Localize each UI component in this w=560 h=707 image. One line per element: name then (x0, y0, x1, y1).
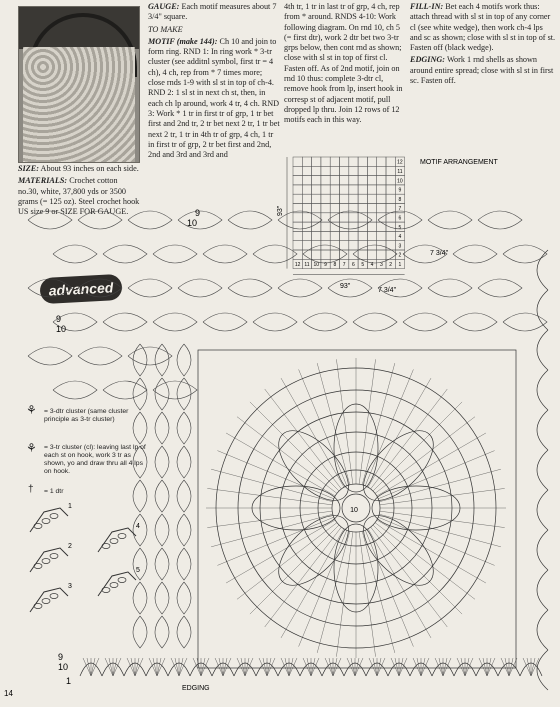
edging-label: EDGING: (410, 55, 446, 65)
center-label: 10 (350, 507, 358, 514)
grid-side-number: 7 (398, 206, 402, 213)
grid-bottom-number: 12 (294, 261, 301, 268)
grid-side-number: 4 (398, 234, 402, 241)
grid-side-number: 9 (398, 187, 402, 194)
step-loop (50, 594, 58, 599)
dimension-width: 93" (340, 283, 351, 290)
motif-text: Ch 10 and join to form ring. RND 1: In ring work * 3-tr cluster (see additnl symbol, first tr = 4 ch), 4 ch, rep from * 7 times more; close rnds 1-9 with sl st in top of ch-4. RND 2: 1 sl st in next ch st, then, in each ch lp around, work 4 tr, 4 ch. RND 3: Work * 1 tr in first tr of grp, 1 tr bet first and 2nd tr, 2 tr bet next 2 tr, 1 tr bet next 2 tr, 1 tr in 4th tr of grp, 4 ch, 1 tr in first tr of grp, 2 tr bet first and 2nd, 2nd and 3rd and 3rd and (148, 36, 280, 160)
grid-bottom-number: 7 (342, 261, 346, 268)
fillin-text: Bet each 4 motifs work thus: attach thread with sl st in top of any corner cl (see white wedge), then work ch-4 lps and sc as shown; close with sl st in top of st. Fasten off (black wedge). (410, 2, 556, 53)
grid-bottom-number: 8 (333, 261, 337, 268)
step-loop (102, 544, 110, 549)
step-loop (118, 578, 126, 583)
dtr-text: = 1 dtr (44, 488, 64, 495)
step-loop (42, 559, 50, 564)
edging-label: EDGING (182, 685, 210, 692)
grid-side-number: 12 (397, 159, 403, 166)
step-loop (110, 539, 118, 544)
dtr-cluster-icon: ⚘ (26, 403, 37, 417)
step-loop (118, 534, 126, 539)
step-loop (34, 604, 42, 609)
motif-label: MOTIF (make 144): (148, 36, 218, 46)
grid-side-number: 8 (398, 196, 402, 203)
dimension-height: 93" (277, 205, 284, 216)
grid-side-number: 10 (397, 178, 403, 185)
grid-bottom-number: 4 (370, 261, 374, 268)
step-loop (34, 564, 42, 569)
dtr-cluster-text: = 3-dtr cluster (same cluster principle as 3-tr cluster) (44, 408, 129, 423)
step-number: 5 (136, 567, 140, 574)
badge-label: advanced (48, 279, 114, 299)
motif-arrangement-title: MOTIF ARRANGEMENT (420, 159, 498, 166)
dtr-icon: † (28, 484, 34, 495)
gauge-text: Each motif measures about 7 3/4" square. (148, 2, 277, 22)
step-number: 4 (136, 523, 140, 530)
grid-bottom-number: 10 (313, 261, 320, 268)
step-loop (42, 599, 50, 604)
step-loop (34, 524, 42, 529)
rounds-text: 4th tr, 1 tr in last tr of grp, 4 ch, rep from * around. RNDS 4-10: Work following diagram. On rnd 10, ch 5 (= first dtr), work 2 dtr bet two 3-tr grps below, then cont rnd as shown; close with sl st in top of first cl. Fasten off. As of 2nd motif, join on rnd 10 thus: complete 3-dtr cl, remove hook from lp, insert hook in corresp st of adjacent motif, pull dropped lp thru. Join 12 rows of 12 motifs each in this way. (284, 2, 403, 125)
row-label-top-10: 10 (187, 218, 198, 228)
step-loop (50, 554, 58, 559)
row-label-top-9: 9 (195, 208, 201, 218)
step-number: 2 (68, 543, 72, 550)
fillin-label: FILL-IN: (410, 2, 444, 11)
step-number: 1 (68, 503, 72, 510)
size-label: SIZE: (18, 164, 39, 173)
to-make-heading: TO MAKE (148, 24, 183, 34)
step-loop (110, 583, 118, 588)
grid-side-number: 6 (398, 215, 402, 222)
step-loop (50, 514, 58, 519)
materials-text: Crochet cotton no.30, white, 37,800 yds or 3500 grams (= 125 oz). Steel crochet hook US size 9 or SIZE FOR GAUGE. (18, 176, 140, 217)
grid-bottom-number: 11 (304, 261, 310, 268)
tr-cluster-icon: ⚘ (26, 441, 37, 455)
grid-bottom-number: 1 (398, 261, 402, 268)
grid-bottom-number: 6 (352, 261, 355, 268)
motif-size-a: 7 3/4" (430, 250, 449, 257)
row-label-left-9: 9 (56, 314, 62, 324)
row-label-1: 1 (66, 676, 72, 686)
grid-bottom-number: 5 (361, 261, 365, 268)
grid-side-number: 2 (398, 252, 402, 259)
row-label-bottom-9: 9 (58, 652, 64, 662)
row-label-left-10: 10 (56, 324, 67, 334)
gauge-label: GAUGE: (148, 2, 180, 11)
edging-text: Work 1 rnd shells as shown around entire spread; close with sl st in first sc. Fasten off. (410, 55, 554, 86)
step-number: 3 (68, 583, 72, 590)
row-label-bottom-10: 10 (58, 662, 69, 672)
grid-bottom-number: 2 (389, 261, 393, 268)
size-text: About 93 inches on each side. (40, 164, 139, 173)
grid-side-number: 5 (398, 224, 402, 231)
tr-cluster-text: = 3-tr cluster (cl): leaving last lp of each st on hook, work 3 tr as shown, yo and draw thru all 4 lps on hook. (44, 444, 146, 475)
grid-bottom-number: 3 (379, 261, 383, 268)
grid-bottom-number: 9 (324, 261, 327, 268)
step-loop (42, 519, 50, 524)
motif-size-b: 7 3/4" (378, 287, 397, 294)
page-number: 14 (4, 689, 13, 698)
step-loop (102, 588, 110, 593)
grid-side-number: 3 (398, 243, 402, 250)
grid-side-number: 11 (397, 168, 403, 175)
materials-label: MATERIALS: (18, 176, 68, 186)
